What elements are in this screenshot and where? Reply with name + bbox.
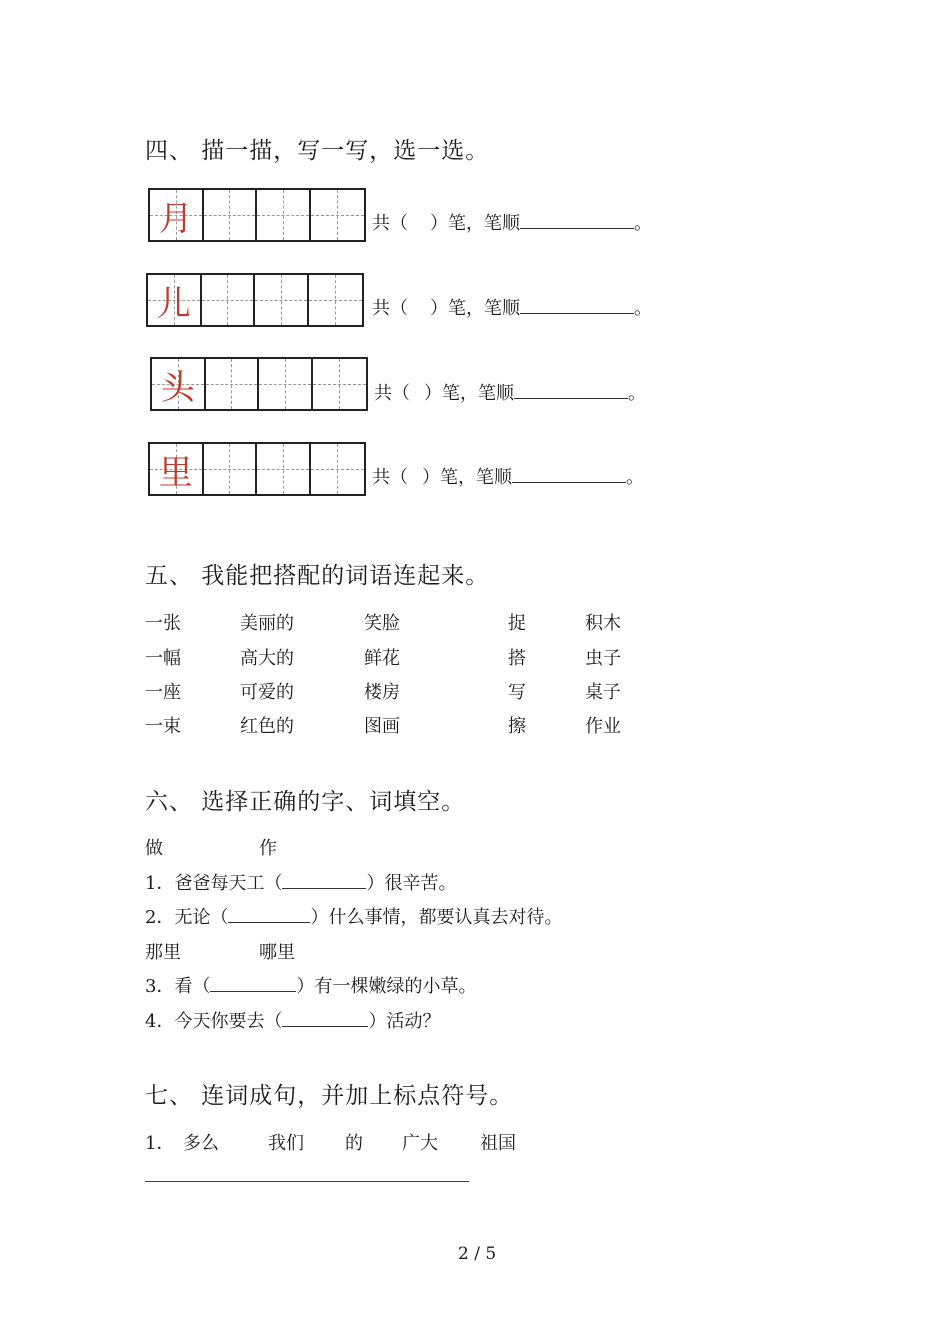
stroke-question-1: 共（ ）笔，笔顺 。 [372,213,652,234]
match-word[interactable]: 搭 [508,648,526,669]
trace-character: 里 [158,452,193,493]
match-word[interactable]: 作业 [585,716,621,737]
sentence-word: 广大 [402,1133,438,1154]
match-word[interactable]: 捉 [508,613,526,634]
match-word[interactable]: 红色的 [240,716,294,737]
section-5-title: 五、 我能把搭配的词语连起来。 [145,563,490,589]
match-word[interactable]: 一束 [145,716,181,737]
answer-blank[interactable] [282,1010,368,1027]
section-7-title: 七、 连词成句，并加上标点符号。 [145,1083,514,1109]
stroke-order-blank[interactable] [520,297,634,314]
section-6-title: 六、 选择正确的字、词填空。 [145,789,466,815]
match-word[interactable]: 一座 [145,682,181,703]
stroke-question-2: 共（ ）笔，笔顺 。 [372,298,652,319]
word-choice: 那里 [145,942,181,963]
word-choice: 哪里 [259,942,295,963]
match-word[interactable]: 擦 [508,716,526,737]
match-word[interactable]: 图画 [364,716,400,737]
trace-character: 儿 [156,283,191,324]
sentence-word: 多么 [183,1133,219,1154]
match-word[interactable]: 可爱的 [240,682,294,703]
trace-character: 头 [160,367,195,408]
writing-grid-1 [148,188,366,242]
match-word[interactable]: 写 [508,682,526,703]
fill-question-4: 4．今天你要去（ ）活动？ [145,1011,441,1032]
fill-question-2: 2．无论（ ）什么事情，都要认真去对待。 [145,907,563,928]
sentence-question-num: 1． [145,1133,175,1154]
word-choice: 做 [145,838,163,859]
answer-blank[interactable] [228,906,310,923]
fill-question-1: 1．爸爸每天工（ ）很辛苦。 [145,873,457,894]
answer-blank[interactable] [210,975,296,992]
match-word[interactable]: 鲜花 [364,648,400,669]
match-word[interactable]: 高大的 [240,648,294,669]
match-word[interactable]: 一幅 [145,648,181,669]
match-word[interactable]: 美丽的 [240,613,294,634]
writing-grid-3 [150,357,368,411]
stroke-question-3: 共（ ）笔，笔顺 。 [374,383,646,404]
stroke-question-4: 共（ ）笔，笔顺 。 [372,467,644,488]
stroke-order-blank[interactable] [520,212,634,229]
stroke-order-blank[interactable] [512,466,626,483]
trace-character: 月 [158,198,193,239]
match-word[interactable]: 积木 [585,613,621,634]
match-word[interactable]: 一张 [145,613,181,634]
answer-blank[interactable] [282,872,366,889]
section-4-title: 四、 描一描，写一写，选一选。 [145,138,490,164]
match-word[interactable]: 桌子 [585,682,621,703]
sentence-word: 祖国 [480,1133,516,1154]
sentence-word: 的 [345,1133,363,1154]
sentence-word: 我们 [268,1133,304,1154]
match-word[interactable]: 楼房 [364,682,400,703]
page-number: 2 / 5 [458,1244,497,1264]
stroke-order-blank[interactable] [514,382,628,399]
answer-line[interactable] [145,1181,469,1182]
fill-question-3: 3．看（ ）有一棵嫩绿的小草。 [145,976,477,997]
writing-grid-4 [148,442,366,496]
writing-grid-2 [146,273,364,327]
word-choice: 作 [259,838,277,859]
match-word[interactable]: 虫子 [585,648,621,669]
match-word[interactable]: 笑脸 [364,613,400,634]
